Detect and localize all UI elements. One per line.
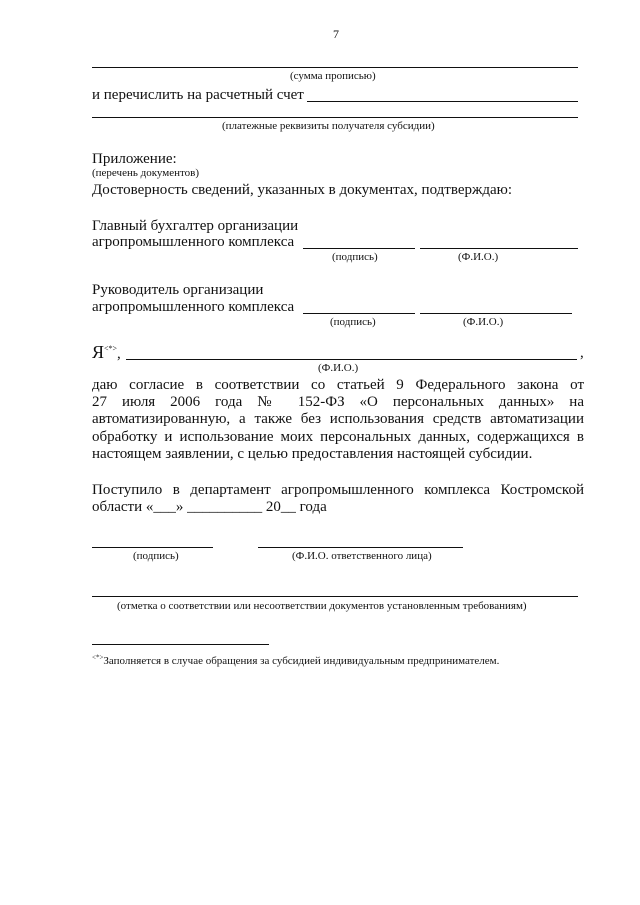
chief-accountant-name-line bbox=[420, 248, 578, 249]
payment-details-line bbox=[92, 117, 578, 118]
consent-name-caption: (Ф.И.О.) bbox=[318, 362, 359, 374]
attachment-label: Приложение: bbox=[92, 151, 177, 167]
received-line-1: Поступило в департамент агропромышленного комплекса Костромской bbox=[92, 482, 584, 498]
head-signature-line bbox=[303, 313, 415, 314]
amount-line bbox=[92, 67, 578, 68]
head-name-line bbox=[420, 313, 572, 314]
consent-comma-right: , bbox=[580, 345, 584, 361]
amount-caption: (сумма прописью) bbox=[290, 70, 376, 82]
head-line1: Руководитель организации bbox=[92, 282, 264, 298]
consent-name-line bbox=[126, 359, 577, 360]
chief-accountant-name-caption: (Ф.И.О.) bbox=[458, 251, 499, 263]
consent-line-2: 27 июля 2006 года № 152-ФЗ «О персональных данных» на bbox=[92, 394, 584, 410]
responsible-name-caption: (Ф.И.О. ответственного лица) bbox=[292, 550, 432, 562]
consent-comma-left: , bbox=[117, 346, 121, 362]
compliance-mark-caption: (отметка о соответствии или несоответствии документов установленным требованиям) bbox=[117, 600, 527, 612]
consent-ya bbox=[92, 342, 121, 364]
compliance-mark-line bbox=[92, 596, 578, 597]
consent-line-4: обработку и использование моих персональных данных, содержащихся в bbox=[92, 429, 584, 445]
head-sign-caption: (подпись) bbox=[330, 316, 376, 328]
payment-details-caption: (платежные реквизиты получателя субсидии) bbox=[222, 120, 435, 132]
head-name-caption: (Ф.И.О.) bbox=[463, 316, 504, 328]
consent-ya-mark: <*> bbox=[104, 344, 118, 353]
consent-line-3: автоматизированную, а также без использования средств автоматизации bbox=[92, 411, 584, 427]
responsible-signature-line bbox=[92, 547, 213, 548]
chief-accountant-sign-caption: (подпись) bbox=[332, 251, 378, 263]
received-line-2: области «___» __________ 20__ года bbox=[92, 499, 327, 515]
confirm-text: Достоверность сведений, указанных в документах, подтверждаю: bbox=[92, 182, 513, 198]
consent-line-1: даю согласие в соответствии со статьей 9 Федерального закона от bbox=[92, 377, 584, 393]
chief-accountant-line2: агропромышленного комплекса bbox=[92, 234, 295, 250]
page-number: 7 bbox=[333, 27, 339, 41]
chief-accountant-line1: Главный бухгалтер организации bbox=[92, 218, 299, 234]
footnote bbox=[92, 655, 499, 668]
chief-accountant-signature-line bbox=[303, 248, 415, 249]
account-line bbox=[307, 101, 578, 102]
responsible-name-line bbox=[258, 547, 463, 548]
responsible-sign-caption: (подпись) bbox=[133, 550, 179, 562]
footnote-text: Заполняется в случае обращения за субсидией индивидуальным предпринимателем. bbox=[103, 655, 500, 667]
consent-ya-text: Я bbox=[92, 342, 105, 362]
footnote-mark: <*> bbox=[92, 653, 104, 662]
head-line2: агропромышленного комплекса bbox=[92, 299, 295, 315]
consent-line-5: настоящем заявлении, с целью предоставления настоящей субсидии. bbox=[92, 446, 533, 462]
transfer-text: и перечислить на расчетный счет bbox=[92, 87, 304, 103]
attachment-caption: (перечень документов) bbox=[92, 167, 199, 179]
footnote-separator bbox=[92, 644, 269, 645]
